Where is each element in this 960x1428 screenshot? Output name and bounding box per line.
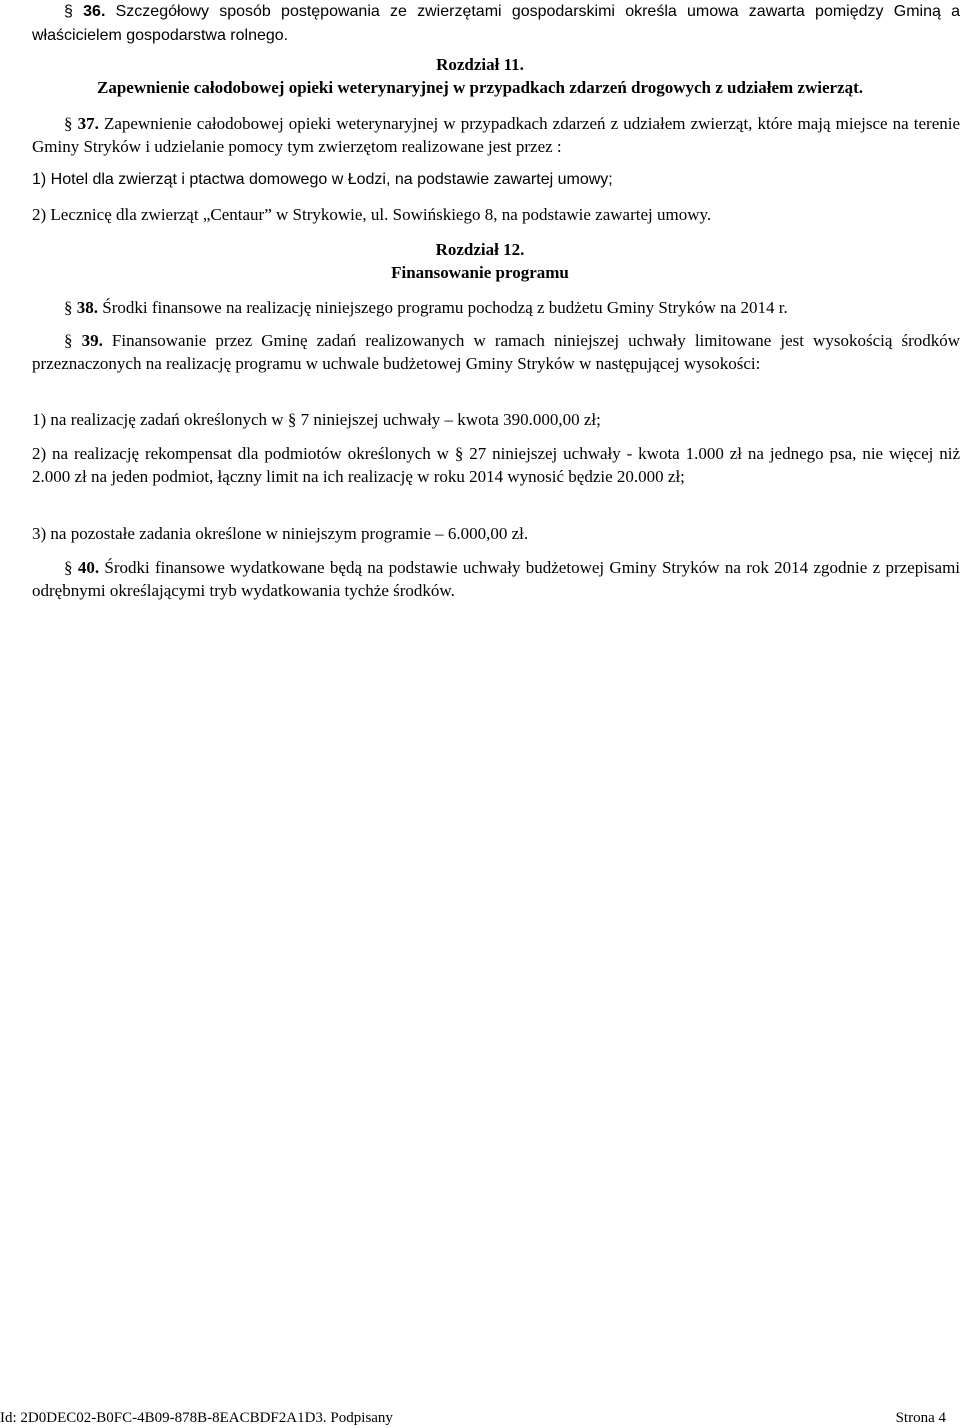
section-sign: § (64, 114, 73, 133)
list-item: 2) na realizację rekompensat dla podmiotów określonych w § 27 niniejszej uchwały - kwota 1.000 zł na jednego psa, nie więcej niż 2.000 zł na jeden podmiot, łączny limit na ich realizację w roku 2014 wynosić będzie 20.000 zł; (32, 444, 960, 486)
section-sign: § (64, 331, 73, 350)
paragraph-number: 37. (77, 114, 99, 133)
paragraph-text: Finansowanie przez Gminę zadań realizowanych w ramach niniejszej uchwały limitowane jest wysokością środków przeznaczonych na realizację programu w uchwale budżetowej Gminy Stryków w następującej wysokości: (32, 331, 960, 373)
chapter-11-label: Rozdział 11. (436, 55, 524, 74)
list-item: 3) na pozostałe zadania określone w niniejszym programie – 6.000,00 zł. (32, 524, 529, 543)
paragraph-number: 36. (83, 3, 106, 20)
paragraph-text: Środki finansowe wydatkowane będą na podstawie uchwały budżetowej Gminy Stryków na rok 2014 zgodnie z przepisami odrębnymi określającymi tryb wydatkowania tychże środków. (32, 558, 960, 600)
paragraph-36 (32, 0, 960, 48)
paragraph-39 (32, 329, 960, 375)
section-sign: § (64, 3, 73, 20)
paragraph-40 (32, 556, 960, 602)
paragraph-37 (32, 112, 960, 158)
paragraph-number: 40. (77, 558, 100, 577)
chapter-12-label: Rozdział 12. (435, 240, 525, 259)
list-item: 1) Hotel dla zwierząt i ptactwa domowego w Łodzi, na podstawie zawartej umowy; (32, 171, 613, 188)
paragraph-number: 39. (81, 331, 103, 350)
page-number: Strona 4 (895, 1410, 946, 1426)
paragraph-text: Środki finansowe na realizację niniejszego programu pochodzą z budżetu Gminy Stryków na 2014 r. (102, 298, 788, 317)
list-item: 1) na realizację zadań określonych w § 7 niniejszej uchwały – kwota 390.000,00 zł; (32, 410, 601, 429)
paragraph-38 (32, 296, 960, 319)
paragraph-text: Szczegółowy sposób postępowania ze zwierzętami gospodarskimi określa umowa zawarta pomiędzy Gminą a właścicielem gospodarstwa rolnego. (32, 3, 960, 44)
paragraph-number: 38. (76, 298, 98, 317)
chapter-11-title: Zapewnienie całodobowej opieki weterynaryjnej w przypadkach zdarzeń drogowych z udziałem zwierząt. (96, 78, 863, 97)
section-sign: § (64, 558, 73, 577)
section-sign: § (64, 298, 73, 317)
document-id: Id: 2D0DEC02-B0FC-4B09-878B-8EACBDF2A1D3. Podpisany (0, 1410, 393, 1426)
list-item: 2) Lecznicę dla zwierząt „Centaur” w Strykowie, ul. Sowińskiego 8, na podstawie zawartej umowy. (32, 205, 712, 224)
paragraph-text: Zapewnienie całodobowej opieki weterynaryjnej w przypadkach zdarzeń z udziałem zwierząt, które mają miejsce na terenie Gminy Stryków i udzielanie pomocy tym zwierzętom realizowane jest przez : (32, 114, 960, 156)
chapter-12-title: Finansowanie programu (391, 263, 569, 282)
